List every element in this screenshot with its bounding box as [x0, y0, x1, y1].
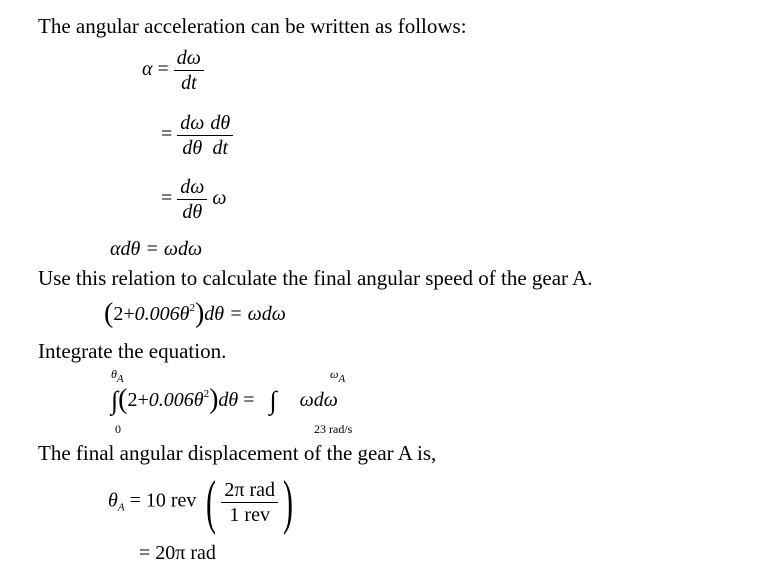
fraction-conversion [221, 478, 278, 527]
right-paren: ) [194, 298, 205, 329]
ten-rev: = 10 rev [129, 489, 197, 512]
dtheta-term: dθ [218, 389, 239, 411]
omega-differential: ωdω [299, 389, 338, 411]
equation-result: = 20π rad [139, 542, 216, 564]
equation-alpha-definition [142, 46, 204, 95]
equals-sign: = [157, 58, 169, 81]
big-left-paren: ( [206, 469, 217, 535]
theta-symbol: θ [108, 489, 118, 512]
integral-sign-left: ∫ [111, 386, 119, 415]
equals-sign: = [161, 187, 173, 210]
integral-equation [111, 384, 338, 416]
equation-substituted [104, 298, 286, 330]
equation-omega-form [161, 175, 227, 224]
left-paren: ( [118, 384, 128, 415]
equation-chain-rule [161, 111, 233, 160]
right-hand-side: = ωdω [229, 303, 286, 325]
alpha-symbol: α [142, 58, 153, 81]
right-paren: ) [209, 384, 219, 415]
omega-symbol: ω [212, 187, 227, 210]
fraction-domega-dtheta [177, 111, 207, 160]
theta-symbol: θ [111, 367, 117, 381]
constant-two: 2 [113, 303, 124, 325]
denominator: dθ [182, 201, 203, 223]
omega-symbol: ω [299, 389, 314, 411]
fraction-domega-dtheta [177, 175, 207, 224]
plus-sign: + [123, 303, 135, 325]
intro-text: The angular acceleration can be written as follows: [38, 14, 467, 38]
integral-upper-limit-right [330, 367, 345, 385]
exponent: 2 [189, 302, 195, 314]
relation-text: Use this relation to calculate the final angular speed of the gear A. [38, 266, 593, 290]
big-right-paren: ) [283, 469, 294, 535]
integral-lower-limit-left: 0 [115, 422, 121, 436]
equals-sign: = [243, 389, 255, 411]
numerator: dω [176, 47, 201, 69]
exponent: 2 [203, 388, 210, 400]
fraction-dtheta-dt [207, 111, 233, 160]
omega-symbol: ω [323, 389, 338, 411]
dtheta-term: dθ [204, 303, 225, 325]
numerator: dω [180, 176, 205, 198]
equals-sign: = [161, 123, 173, 146]
denominator: 1 rev [229, 503, 270, 526]
subscript-a: A [117, 501, 125, 514]
omega-symbol: ω [330, 367, 339, 381]
integral-upper-limit-left [111, 367, 124, 385]
numerator: 2π rad [224, 478, 276, 501]
fraction-domega-dt [174, 46, 204, 95]
subscript-a: A [338, 373, 346, 385]
denominator: dθ [182, 137, 203, 159]
equation-displacement [108, 469, 298, 535]
numerator: dθ [210, 112, 231, 134]
denominator: dt [181, 72, 197, 94]
denominator: dt [212, 137, 229, 159]
displacement-text: The final angular displacement of the gear A is, [38, 441, 437, 465]
equation-relation: αdθ = ωdω [110, 238, 203, 260]
integral-sign-right: ∫ [269, 386, 277, 415]
integral-lower-limit-right: 23 rad/s [314, 422, 353, 436]
coefficient-term: 0.006θ [148, 389, 204, 411]
subscript-a: A [116, 373, 124, 385]
left-paren: ( [104, 298, 114, 329]
constant-two: 2 [127, 389, 138, 411]
plus-sign: + [137, 389, 149, 411]
numerator: dω [180, 112, 205, 134]
integrate-text: Integrate the equation. [38, 339, 227, 363]
coefficient-term: 0.006θ [134, 303, 190, 325]
